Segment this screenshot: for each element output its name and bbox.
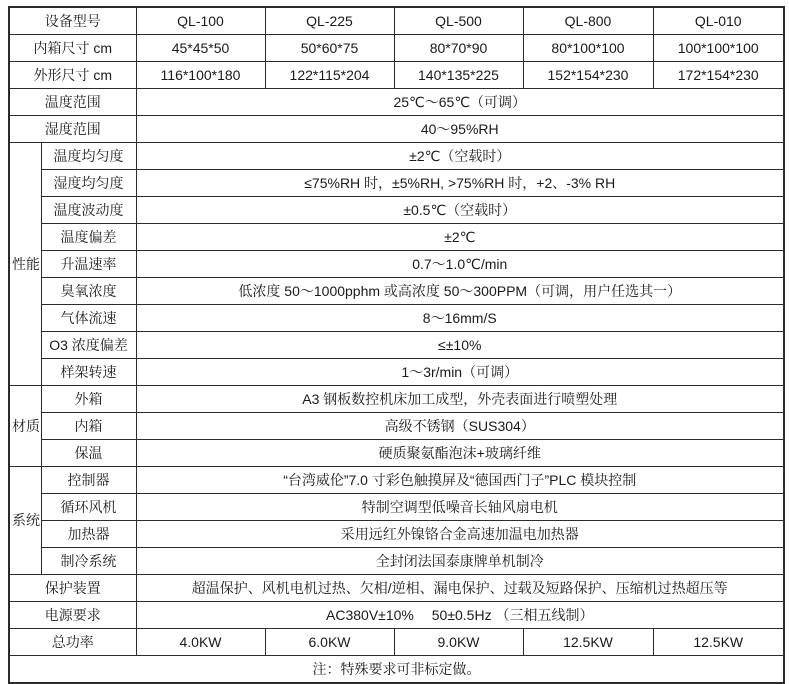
row-label-humidity-uniformity: 湿度均匀度: [41, 170, 136, 197]
table-row: [9, 224, 784, 251]
table-row: [9, 467, 784, 494]
row-label-protection: 保护装置: [9, 575, 136, 602]
table-row: [9, 494, 784, 521]
row-label-rack-speed: 样架转速: [41, 359, 136, 386]
footnote: 注：特殊要求可非标定做。: [9, 656, 784, 684]
temp-uniformity-value: ±2℃（空载时）: [136, 143, 784, 170]
circulating-fan-value: 特制空调型低噪音长轴风扇电机: [136, 494, 784, 521]
table-row: [9, 656, 784, 684]
row-label-inner-size: 内箱尺寸 cm: [9, 35, 136, 62]
table-row: [9, 548, 784, 575]
row-label-inner-box: 内箱: [41, 413, 136, 440]
inner-size-value: 100*100*100: [653, 35, 784, 62]
protection-value: 超温保护、风机电机过热、欠相/逆相、漏电保护、过载及短路保护、压缩机过热超压等: [136, 575, 784, 602]
table-row: [9, 7, 784, 35]
o3-deviation-value: ≤±10%: [136, 332, 784, 359]
table-row: [9, 575, 784, 602]
outer-size-value: 152*154*230: [523, 62, 653, 89]
outer-box-value: A3 钢板数控机床加工成型，外壳表面进行喷塑处理: [136, 386, 784, 413]
row-label-temp-range: 温度范围: [9, 89, 136, 116]
inner-size-value: 80*100*100: [523, 35, 653, 62]
table-row: [9, 440, 784, 467]
total-power-value: 4.0KW: [136, 629, 265, 656]
inner-size-value: 80*70*90: [394, 35, 523, 62]
outer-size-value: 140*135*225: [394, 62, 523, 89]
row-label-outer-box: 外箱: [41, 386, 136, 413]
model-name: QL-010: [653, 7, 784, 35]
table-row: [9, 359, 784, 386]
gas-flow-value: 8～16mm/S: [136, 305, 784, 332]
group-label-material: 材质: [9, 386, 41, 467]
power-supply-value: AC380V±10% 50±0.5Hz （三相五线制）: [136, 602, 784, 629]
row-label-ozone-concentration: 臭氧浓度: [41, 278, 136, 305]
table-row: [9, 386, 784, 413]
row-label-model: 设备型号: [9, 7, 136, 35]
outer-size-value: 116*100*180: [136, 62, 265, 89]
total-power-value: 6.0KW: [265, 629, 394, 656]
cooling-system-value: 全封闭法国泰康牌单机制冷: [136, 548, 784, 575]
table-row: [9, 35, 784, 62]
heater-value: 采用远红外镍铬合金高速加温电加热器: [136, 521, 784, 548]
total-power-value: 9.0KW: [394, 629, 523, 656]
row-label-o3-deviation: O3 浓度偏差: [41, 332, 136, 359]
temp-fluctuation-value: ±0.5℃（空载时）: [136, 197, 784, 224]
model-name: QL-100: [136, 7, 265, 35]
table-row: [9, 116, 784, 143]
table-row: [9, 143, 784, 170]
inner-size-value: 45*45*50: [136, 35, 265, 62]
inner-box-value: 高级不锈钢（SUS304）: [136, 413, 784, 440]
group-label-system: 系统: [9, 467, 41, 575]
row-label-heating-rate: 升温速率: [41, 251, 136, 278]
model-name: QL-800: [523, 7, 653, 35]
row-label-gas-flow: 气体流速: [41, 305, 136, 332]
row-label-temp-uniformity: 温度均匀度: [41, 143, 136, 170]
row-label-total-power: 总功率: [9, 629, 136, 656]
group-label-performance: 性能: [9, 143, 41, 386]
model-name: QL-225: [265, 7, 394, 35]
row-label-heater: 加热器: [41, 521, 136, 548]
table-row: [9, 602, 784, 629]
row-label-cooling-system: 制冷系统: [41, 548, 136, 575]
row-label-temp-deviation: 温度偏差: [41, 224, 136, 251]
table-row: [9, 62, 784, 89]
table-row: [9, 170, 784, 197]
heating-rate-value: 0.7～1.0℃/min: [136, 251, 784, 278]
row-label-outer-size: 外形尺寸 cm: [9, 62, 136, 89]
table-row: [9, 305, 784, 332]
inner-size-value: 50*60*75: [265, 35, 394, 62]
row-label-temp-fluctuation: 温度波动度: [41, 197, 136, 224]
row-label-insulation: 保温: [41, 440, 136, 467]
humidity-range-value: 40～95%RH: [136, 116, 784, 143]
total-power-value: 12.5KW: [523, 629, 653, 656]
table-row: [9, 629, 784, 656]
table-row: [9, 89, 784, 116]
humidity-uniformity-value: ≤75%RH 时，±5%RH, >75%RH 时，+2、-3% RH: [136, 170, 784, 197]
row-label-controller: 控制器: [41, 467, 136, 494]
insulation-value: 硬质聚氨酯泡沫+玻璃纤维: [136, 440, 784, 467]
temp-deviation-value: ±2℃: [136, 224, 784, 251]
table-row: [9, 332, 784, 359]
table-row: [9, 521, 784, 548]
table-row: [9, 278, 784, 305]
table-row: [9, 197, 784, 224]
controller-value: “台湾威伦”7.0 寸彩色触摸屏及“德国西门子”PLC 模块控制: [136, 467, 784, 494]
model-name: QL-500: [394, 7, 523, 35]
temp-range-value: 25℃～65℃（可调）: [136, 89, 784, 116]
row-label-power-supply: 电源要求: [9, 602, 136, 629]
row-label-humidity-range: 湿度范围: [9, 116, 136, 143]
table-row: [9, 413, 784, 440]
outer-size-value: 122*115*204: [265, 62, 394, 89]
table-row: [9, 251, 784, 278]
outer-size-value: 172*154*230: [653, 62, 784, 89]
row-label-circulating-fan: 循环风机: [41, 494, 136, 521]
equipment-spec-table: [8, 6, 785, 684]
total-power-value: 12.5KW: [653, 629, 784, 656]
rack-speed-value: 1～3r/min（可调）: [136, 359, 784, 386]
ozone-concentration-value: 低浓度 50～1000pphm 或高浓度 50～300PPM（可调，用户任选其一）: [136, 278, 784, 305]
